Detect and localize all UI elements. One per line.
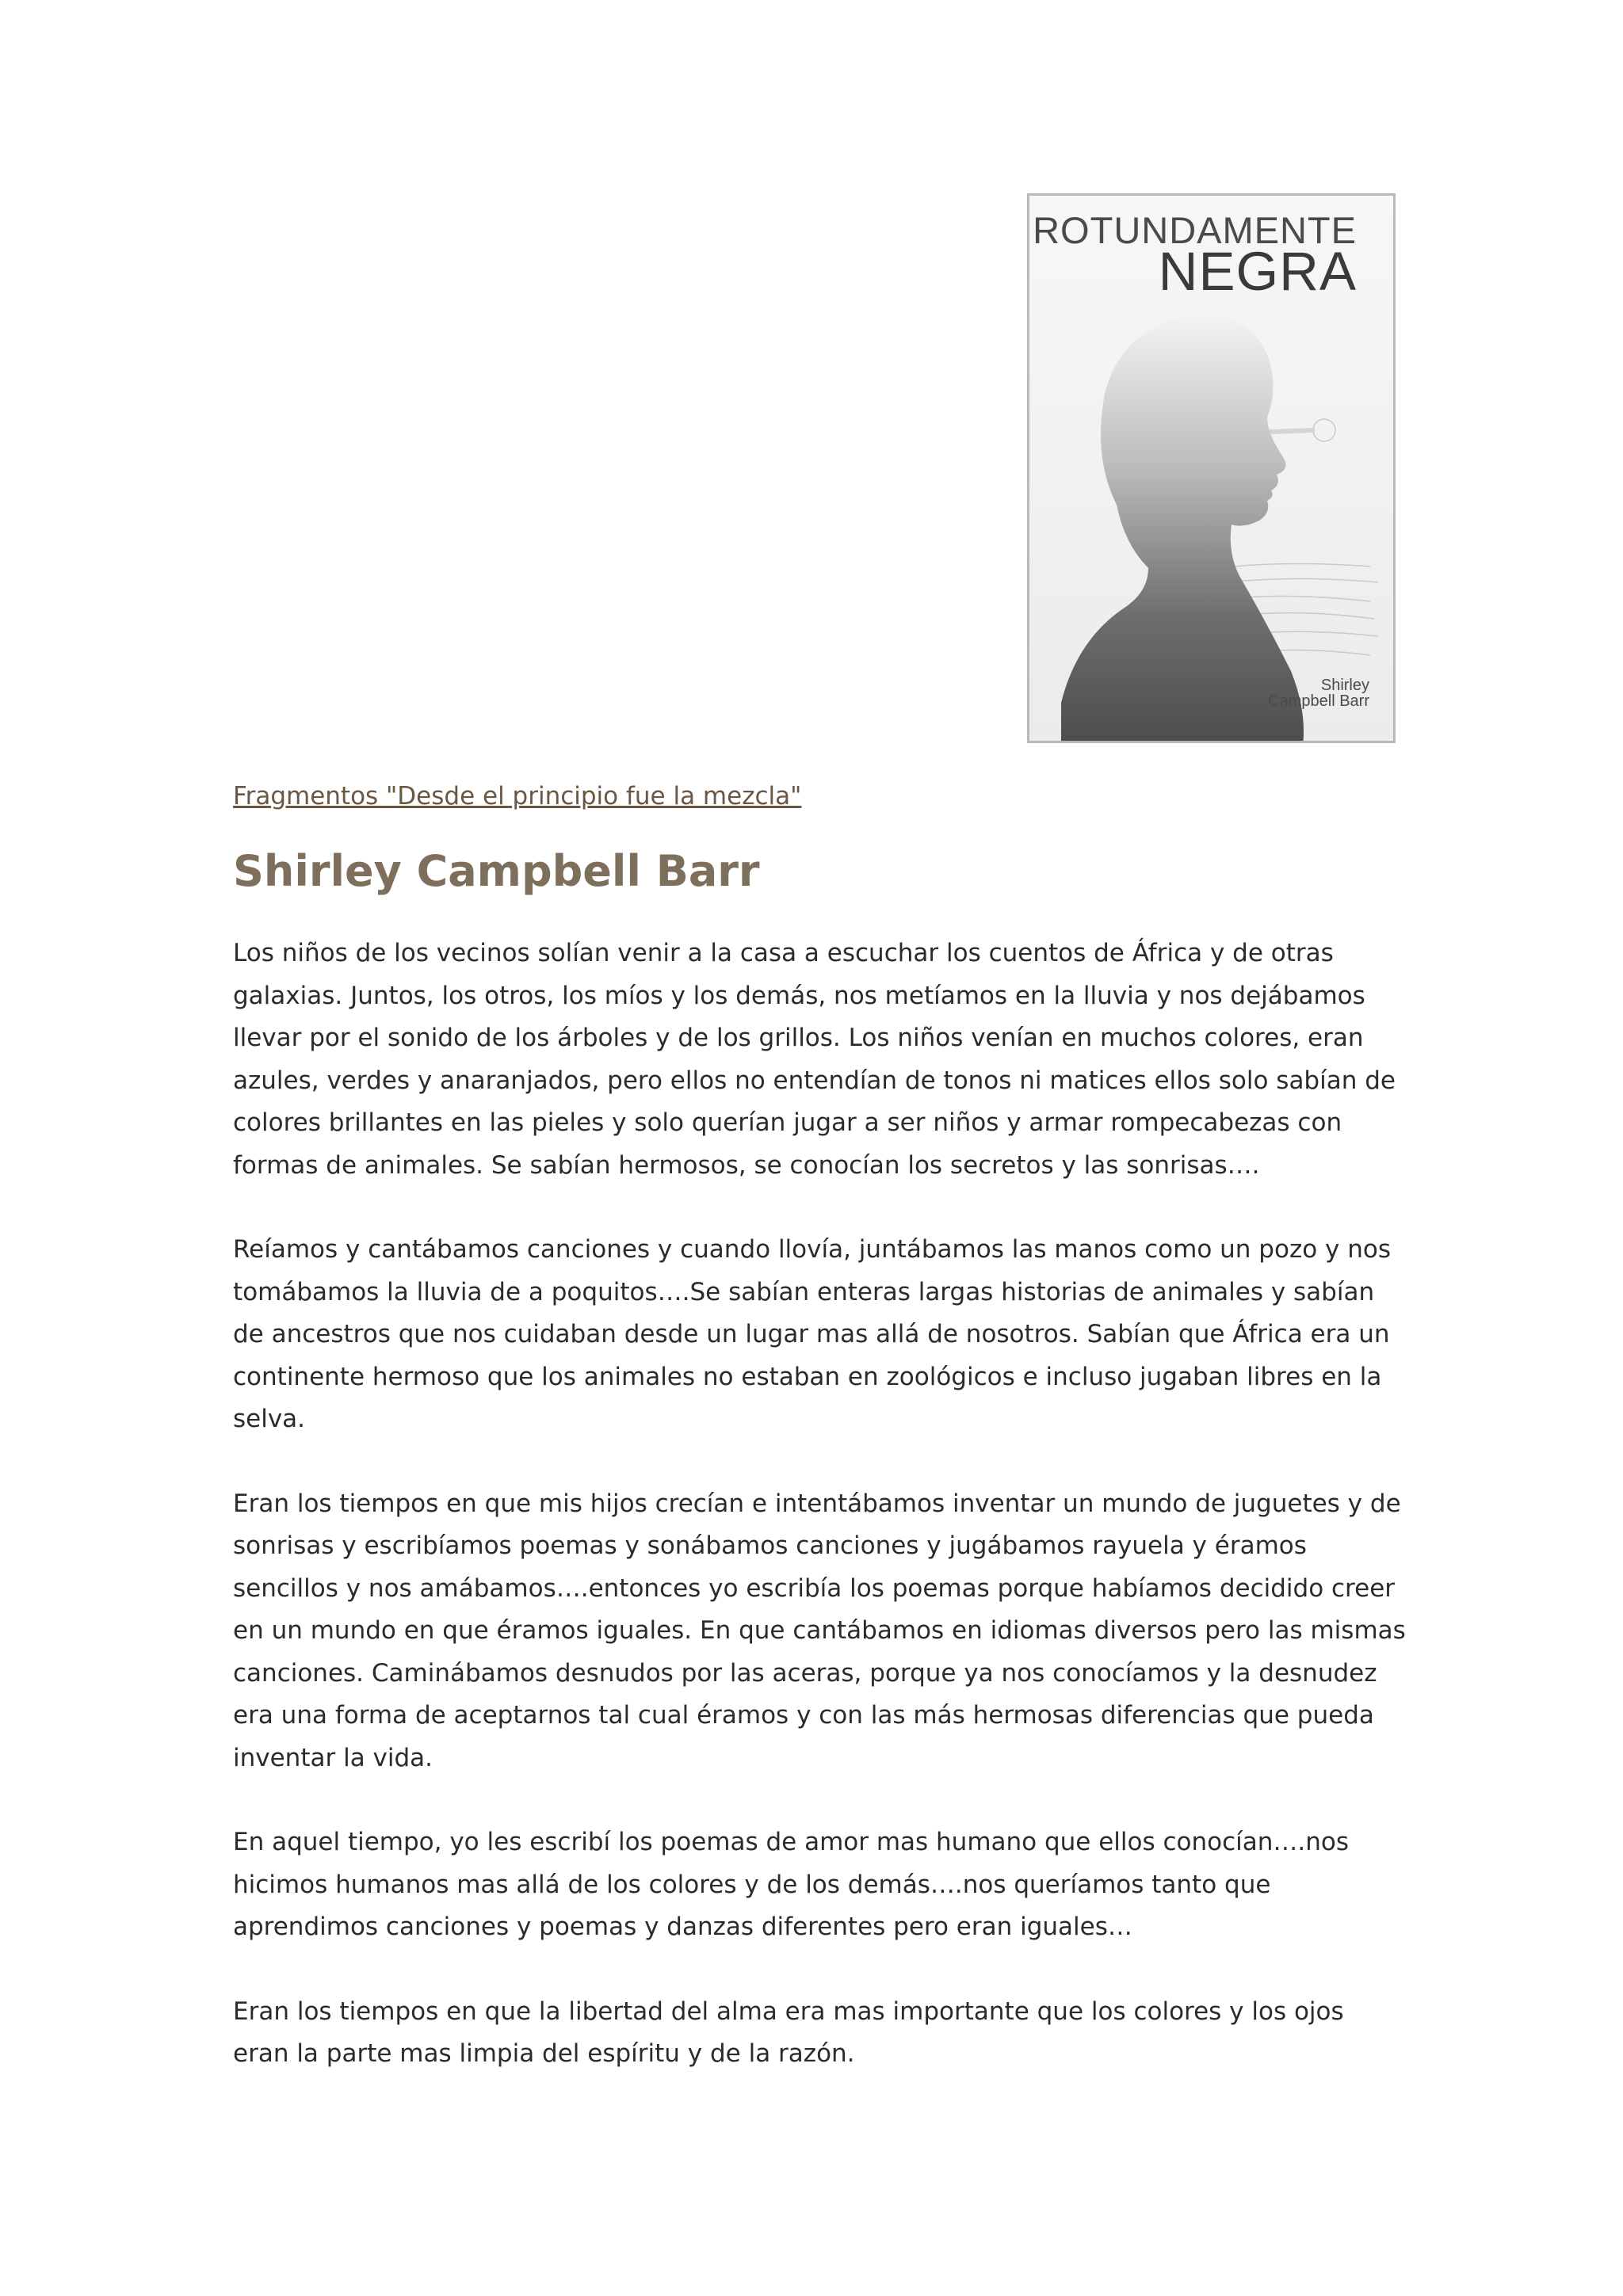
author-heading: Shirley Campbell Barr: [233, 846, 760, 896]
fragment-link[interactable]: Fragmentos "Desde el principio fue la mezcla": [233, 782, 802, 810]
cover-author: [1268, 677, 1369, 709]
paragraph: Los niños de los vecinos solían venir a la casa a escuchar los cuentos de África y de otras galaxias. Juntos, los otros, los míos y los demás, nos metíamos en la lluvia y nos dejábamos llevar por el sonido de los árboles y de los grillos. Los niños venían en muchos colores, eran azules, verdes y anaranjados, pero ellos no entendían de tonos ni matices ellos solo sabían de colores brillantes en las pieles y solo querían jugar a ser niños y armar rompecabezas con formas de animales. Se sabían hermosos, se conocían los secretos y las sonrisas….: [233, 939, 1396, 1180]
body-text: [233, 933, 1406, 2118]
cover-title-line-2: NEGRA: [1158, 241, 1357, 302]
paragraph: Eran los tiempos en que mis hijos crecían e intentábamos inventar un mundo de juguetes y de sonrisas y escribíamos poemas y sonábamos canciones y jugábamos rayuela y éramos sencillos y nos amábamos….entonces yo escribía los poemas porque habíamos decidido creer en un mundo en que éramos iguales. En que cantábamos en idiomas diversos pero las mismas canciones. Caminábamos desnudos por las aceras, porque ya nos conocíamos y la desnudez era una forma de aceptarnos tal cual éramos y con las más hermosas diferencias que pueda inventar la vida.: [233, 1489, 1406, 1772]
cover-author-line-2: Campbell Barr: [1268, 692, 1369, 710]
paragraph: Reíamos y cantábamos canciones y cuando llovía, juntábamos las manos como un pozo y nos tomábamos la lluvia de a poquitos….Se sabían enteras largas historias de animales y sabían de ancestros que nos cuidaban desde un lugar mas allá de nosotros. Sabían que África era un continente hermoso que los animales no estaban en zoológicos e incluso jugaban libres en la selva.: [233, 1235, 1392, 1433]
cover-author-line-1: Shirley: [1320, 677, 1369, 694]
cover-title-line-1: ROTUNDAMENTE: [1033, 209, 1357, 251]
paragraph: Eran los tiempos en que la libertad del alma era mas importante que los colores y los ojos eran la parte mas limpia del espíritu y de la razón.: [233, 1997, 1344, 2068]
book-cover-image: [1027, 193, 1396, 743]
paragraph: En aquel tiempo, yo les escribí los poemas de amor mas humano que ellos conocían….nos hicimos humanos mas allá de los colores y de los demás….nos queríamos tanto que aprendimos canciones y poemas y danzas diferentes pero eran iguales…: [233, 1828, 1350, 1941]
